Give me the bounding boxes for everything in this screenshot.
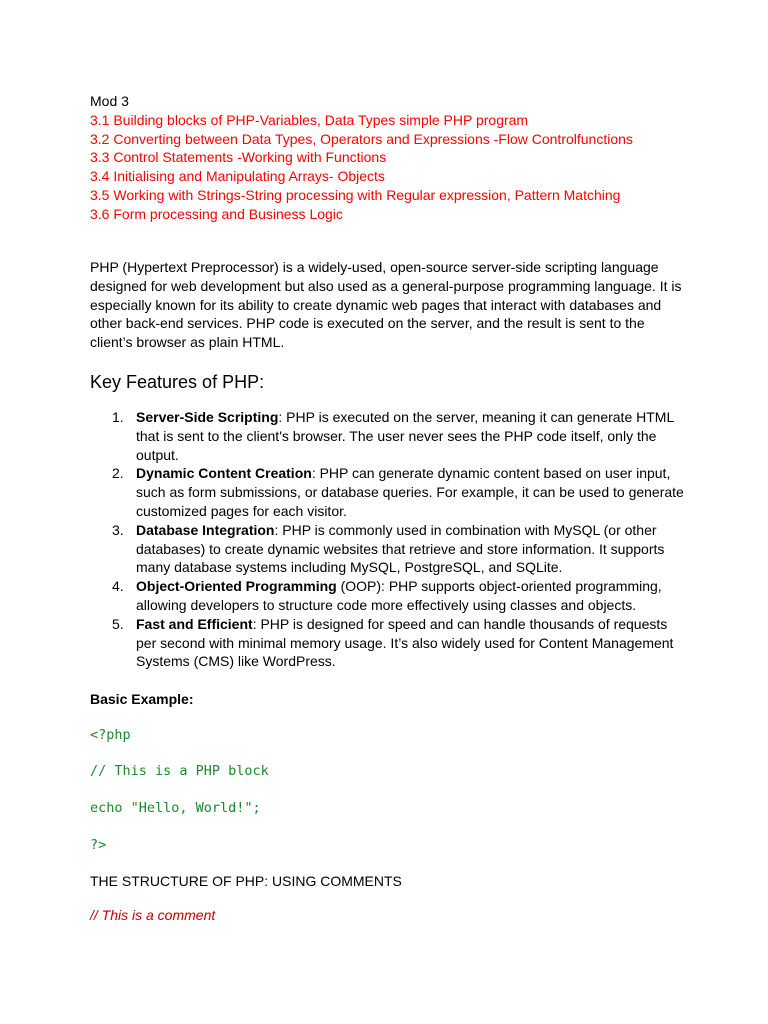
basic-example-heading: Basic Example: — [90, 691, 194, 707]
list-number: 3. — [112, 521, 124, 538]
module-title: Mod 3 — [90, 93, 129, 109]
code-line: <?php — [90, 727, 131, 743]
list-number: 1. — [112, 409, 124, 425]
feature-item — [90, 464, 690, 520]
toc-item: 3.5 Working with Strings-String processing with Regular expression, Pattern Matching — [90, 186, 621, 203]
feature-term: Object-Oriented Programming — [136, 578, 337, 595]
feature-item — [90, 577, 690, 615]
toc-item: 3.1 Building blocks of PHP-Variables, Data Types simple PHP program — [90, 112, 529, 128]
feature-term: Dynamic Content Creation — [136, 465, 312, 482]
toc-item: 3.2 Converting between Data Types, Operators and Expressions -Flow Controlfunctions — [90, 130, 633, 147]
code-line: // This is a PHP block — [90, 763, 269, 779]
feature-term: Fast and Efficient — [136, 615, 253, 632]
feature-description: : PHP is executed on the server, meaning it can generate HTML that is sent to the client's browser. The user never sees the PHP code itself, only the output. — [136, 409, 674, 463]
intro-paragraph: PHP (Hypertext Preprocessor) is a widely-used, open-source server-side scripting language designed for web development but also used as a general-purpose programming language. It is especially known for its ability to create dynamic web pages that interact with databases and other back-end services. PHP code is executed on the server, and the result is sent to the client’s browser as plain HTML. — [90, 259, 682, 351]
feature-item — [90, 615, 690, 671]
features-list — [90, 408, 690, 671]
toc-item: 3.3 Control Statements -Working with Functions — [90, 149, 387, 166]
comment-example: // This is a comment — [90, 907, 216, 923]
feature-description: : PHP can generate dynamic content based on user input, such as form submissions, or database queries. For example, it can be used to generate customized pages for each visitor. — [136, 465, 684, 519]
table-of-contents — [90, 111, 633, 223]
list-number: 4. — [112, 578, 124, 595]
feature-term: Database Integration — [136, 521, 275, 538]
code-line: echo "Hello, World!"; — [90, 800, 261, 816]
toc-item: 3.4 Initialising and Manipulating Arrays- Objects — [90, 168, 385, 185]
feature-description: : PHP is commonly used in combination with MySQL (or other databases) to create dynamic websites that retrieve and store information. It supports many database systems including MySQL, PostgreSQL, and SQLite. — [136, 521, 665, 576]
list-number: 2. — [112, 465, 124, 482]
feature-item — [90, 408, 690, 464]
feature-description: : PHP is designed for speed and can handle thousands of requests per second with minimal memory usage. It’s also widely used for Content Management Systems (CMS) like WordPress. — [136, 615, 674, 670]
toc-item: 3.6 Form processing and Business Logic — [90, 205, 343, 222]
section-heading-key-features: Key Features of PHP: — [90, 372, 265, 392]
structure-heading: THE STRUCTURE OF PHP: USING COMMENTS — [90, 873, 402, 889]
feature-item — [90, 521, 690, 577]
code-line: ?> — [90, 837, 107, 853]
feature-term: Server-Side Scripting — [136, 409, 279, 425]
list-number: 5. — [112, 615, 124, 632]
feature-description: (OOP): PHP supports object-oriented programming, allowing developers to structure code more effectively using classes and objects. — [136, 578, 662, 613]
